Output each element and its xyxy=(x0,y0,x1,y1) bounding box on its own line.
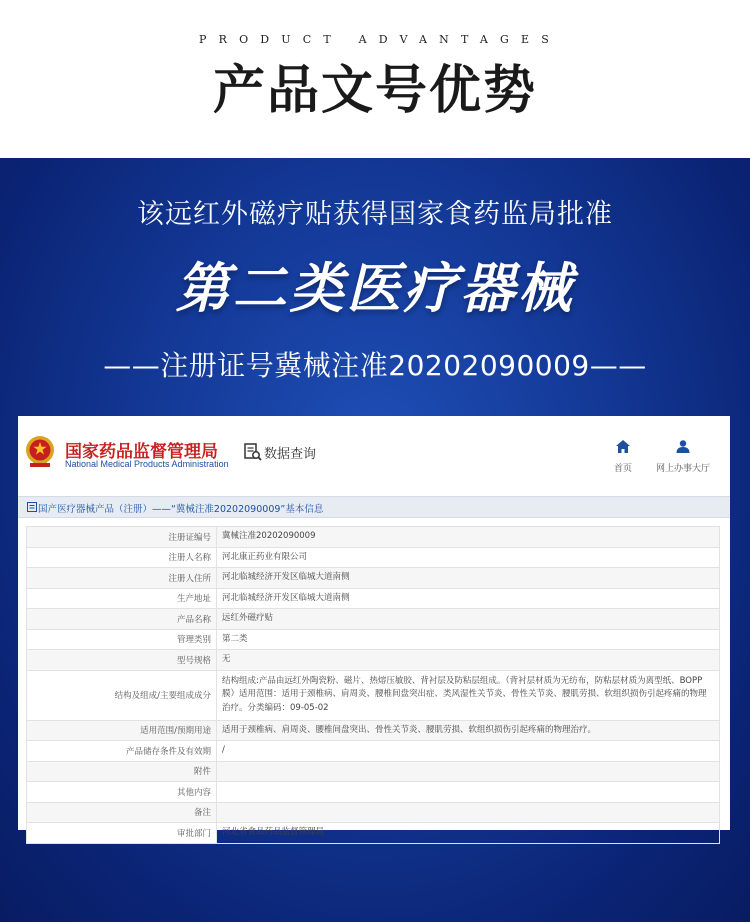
user-icon xyxy=(676,440,690,453)
row-key: 型号规格 xyxy=(27,650,217,671)
row-value: 无 xyxy=(217,650,720,671)
row-key: 审批部门 xyxy=(27,823,217,844)
row-value: 结构组成:产品由远红外陶瓷粉、磁片、热熔压敏胶、背衬层及防粘层组成。（背衬层材质为无纺布，防粘层材质为离型纸、BOPP膜）适用范围：适用于颈椎病、肩周炎、腰椎间盘突出症、类风湿性关节炎、骨性关节炎、腰肌劳损、软组织损伤引起疼痛的物理治疗。分类编码：09-05-02 xyxy=(217,670,720,720)
table-row xyxy=(27,741,720,762)
row-value: 河北临城经济开发区临城大道南侧 xyxy=(217,588,720,609)
site-title: 国家药品监督管理局 xyxy=(65,442,218,462)
row-key: 附件 xyxy=(27,761,217,782)
table-row xyxy=(27,527,720,548)
row-key: 注册人住所 xyxy=(27,568,217,589)
row-value: 河北康正药业有限公司 xyxy=(217,547,720,568)
breadcrumb xyxy=(18,496,730,518)
national-emblem-icon xyxy=(24,434,56,470)
table-row xyxy=(27,609,720,630)
registration-info-table xyxy=(26,526,720,844)
row-key: 适用范围/预期用途 xyxy=(27,720,217,741)
nav-online-hall[interactable] xyxy=(653,438,713,474)
registration-screenshot xyxy=(18,416,730,839)
document-icon xyxy=(27,502,37,512)
nav-home-label: 首页 xyxy=(613,464,632,474)
table-row xyxy=(27,650,720,671)
table-row xyxy=(27,761,720,782)
row-key: 注册人名称 xyxy=(27,547,217,568)
table-row xyxy=(27,670,720,720)
breadcrumb-text: 国产医疗器械产品（注册）——“冀械注准20202090009”基本信息 xyxy=(38,504,324,515)
header-zh-title: 产品文号优势 xyxy=(212,60,537,121)
row-value: 第二类 xyxy=(217,629,720,650)
table-row xyxy=(27,588,720,609)
banner-approval-text: 该远红外磁疗贴获得国家食药监局批准 xyxy=(137,199,613,230)
nav-online-hall-label: 网上办事大厅 xyxy=(655,464,710,474)
row-key: 产品储存条件及有效期 xyxy=(27,741,217,762)
row-value: 适用于颈椎病、肩周炎、腰椎间盘突出、骨性关节炎、腰肌劳损、软组织损伤引起疼痛的物理治疗。 xyxy=(217,720,720,741)
row-key: 管理类别 xyxy=(27,629,217,650)
banner-device-class: 第二类医疗器械 xyxy=(175,257,575,320)
table-row xyxy=(27,802,720,823)
row-value: 河北省食品药品监督管理局 xyxy=(217,823,720,844)
table-row xyxy=(27,823,720,844)
table-row xyxy=(27,629,720,650)
row-value: 河北临城经济开发区临城大道南侧 xyxy=(217,568,720,589)
row-value xyxy=(217,782,720,803)
nav-home[interactable] xyxy=(608,438,638,474)
row-key: 备注 xyxy=(27,802,217,823)
row-value: 远红外磁疗贴 xyxy=(217,609,720,630)
row-key: 其他内容 xyxy=(27,782,217,803)
row-value: / xyxy=(217,741,720,762)
table-row xyxy=(27,720,720,741)
data-query-link[interactable]: 数据查询 xyxy=(264,447,317,462)
row-key: 生产地址 xyxy=(27,588,217,609)
row-key: 产品名称 xyxy=(27,609,217,630)
row-key: 结构及组成/主要组成成分 xyxy=(27,670,217,720)
table-row xyxy=(27,782,720,803)
row-key: 注册证编号 xyxy=(27,527,217,548)
row-value xyxy=(217,761,720,782)
header-en-title: PRODUCT ADVANTAGES xyxy=(198,33,561,46)
row-value: 冀械注准20202090009 xyxy=(217,527,720,548)
site-header xyxy=(18,416,730,496)
product-advantages-header xyxy=(0,0,750,158)
home-icon xyxy=(616,440,630,453)
banner-registration-number: ——注册证号冀械注准20202090009—— xyxy=(103,349,647,382)
row-value xyxy=(217,802,720,823)
table-row xyxy=(27,547,720,568)
data-query-icon[interactable] xyxy=(243,442,263,462)
site-subtitle: National Medical Products Administration xyxy=(65,459,229,469)
table-row xyxy=(27,568,720,589)
